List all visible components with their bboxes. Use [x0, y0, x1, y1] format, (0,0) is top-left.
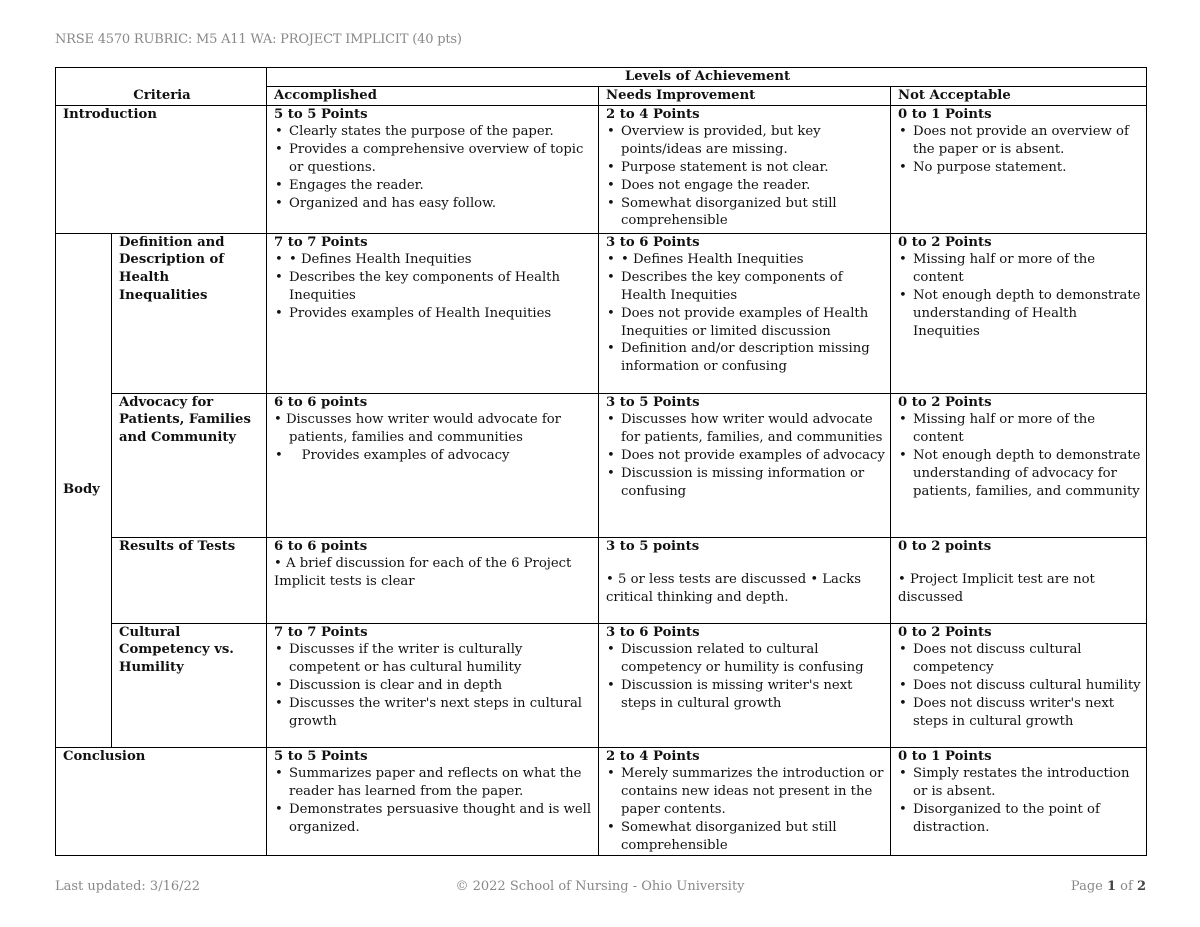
cell-advocacy-not-acceptable	[891, 393, 1147, 537]
criteria-list	[274, 765, 593, 836]
list-item: • Merely summarizes the introduction or contains new ideas not present in the paper contents.	[606, 765, 885, 818]
list-item: • Does not provide an overview of the paper or is absent.	[898, 123, 1141, 159]
cell-definition-not-acceptable	[891, 233, 1147, 393]
header-row-levels	[56, 68, 1147, 87]
points-label: 3 to 5 Points	[606, 394, 700, 410]
list-item: • Does not provide examples of Health Inequities or limited discussion	[606, 305, 885, 341]
list-item: • Overview is provided, but key points/ideas are missing.	[606, 123, 885, 159]
footer-copyright: © 2022 School of Nursing - Ohio University	[455, 879, 745, 894]
list-item: • Provides examples of Health Inequities	[274, 305, 593, 323]
points-label: 2 to 4 Points	[606, 748, 700, 764]
list-item: • Summarizes paper and reflects on what the reader has learned from the paper.	[274, 765, 593, 801]
list-item: • Disorganized to the point of distraction.	[898, 801, 1141, 837]
points-label: 5 to 5 Points	[274, 106, 368, 122]
list-item: • Not enough depth to demonstrate understanding of advocacy for patients, families, and community	[898, 447, 1141, 500]
criteria-list	[898, 251, 1141, 340]
results-text: • 5 or less tests are discussed • Lacks critical thinking and depth.	[606, 572, 862, 606]
points-label: 3 to 6 Points	[606, 234, 700, 250]
points-label: 3 to 5 points	[606, 538, 700, 554]
list-item: • Provides examples of advocacy	[274, 447, 593, 465]
points-label: 6 to 6 points	[274, 394, 368, 410]
row-introduction	[56, 105, 1147, 233]
criteria-list	[606, 641, 885, 712]
row-advocacy	[56, 393, 1147, 537]
spacer	[898, 555, 1141, 571]
criteria-header: Criteria	[56, 68, 267, 106]
cell-introduction-needs-improvement	[599, 105, 891, 233]
cell-results-accomplished	[267, 537, 599, 623]
criterion-introduction: Introduction	[56, 105, 267, 233]
criteria-list	[898, 765, 1141, 836]
criteria-list	[606, 251, 885, 376]
points-label: 0 to 2 Points	[898, 624, 992, 640]
points-label: 0 to 2 points	[898, 538, 992, 554]
points-label: 3 to 6 Points	[606, 624, 700, 640]
list-item: • Demonstrates persuasive thought and is well organized.	[274, 801, 593, 837]
points-label: 0 to 1 Points	[898, 748, 992, 764]
cell-conclusion-not-acceptable	[891, 747, 1147, 855]
list-item: • Purpose statement is not clear.	[606, 159, 885, 177]
list-item: • Does not provide examples of advocacy	[606, 447, 885, 465]
level-header-accomplished: Accomplished	[267, 86, 599, 105]
list-item: • Somewhat disorganized but still comprehensible	[606, 195, 885, 231]
points-label: 6 to 6 points	[274, 538, 368, 554]
criterion-definition: Definition and Description of Health Inequalities	[112, 233, 267, 393]
criteria-list	[274, 251, 593, 322]
criteria-list	[898, 123, 1141, 176]
criterion-results-of-tests: Results of Tests	[112, 537, 267, 623]
points-label: 0 to 2 Points	[898, 394, 992, 410]
criterion-cultural-competency: Cultural Competency vs. Humility	[112, 623, 267, 747]
list-item: • • Defines Health Inequities	[606, 251, 885, 269]
list-item: • Clearly states the purpose of the paper.	[274, 123, 593, 141]
list-item: • Discussion is missing writer's next steps in cultural growth	[606, 677, 885, 713]
cell-definition-needs-improvement	[599, 233, 891, 393]
cell-conclusion-accomplished	[267, 747, 599, 855]
list-item: • Not enough depth to demonstrate understanding of Health Inequities	[898, 287, 1141, 340]
list-item: • Engages the reader.	[274, 177, 593, 195]
cell-results-needs-improvement	[599, 537, 891, 623]
list-item: • Discusses how writer would advocate for patients, families, and communities	[606, 411, 885, 447]
list-item: • Organized and has easy follow.	[274, 195, 593, 213]
list-item: • Missing half or more of the content	[898, 251, 1141, 287]
list-item: • Discussion is missing information or confusing	[606, 465, 885, 501]
criteria-list	[274, 641, 593, 730]
list-item: • Describes the key components of Health Inequities	[606, 269, 885, 305]
level-header-not-acceptable: Not Acceptable	[891, 86, 1147, 105]
criteria-list	[606, 123, 885, 230]
list-item: • Discussion related to cultural competency or humility is confusing	[606, 641, 885, 677]
criterion-advocacy: Advocacy for Patients, Families and Community	[112, 393, 267, 537]
row-cultural-competency	[56, 623, 1147, 747]
footer-page-number	[1071, 879, 1146, 894]
cell-cultural-needs-improvement	[599, 623, 891, 747]
page-total: 2	[1136, 879, 1146, 894]
cell-results-not-acceptable	[891, 537, 1147, 623]
criteria-list	[606, 765, 885, 854]
points-label: 0 to 2 Points	[898, 234, 992, 250]
criterion-conclusion: Conclusion	[56, 747, 267, 855]
page-prefix: Page	[1070, 879, 1103, 894]
page-current: 1	[1106, 879, 1117, 894]
list-item: • Describes the key components of Health Inequities	[274, 269, 593, 305]
list-item: • Does not engage the reader.	[606, 177, 885, 195]
results-text: • A brief discussion for each of the 6 Project Implicit tests is clear	[274, 556, 572, 590]
list-item: • Discusses the writer's next steps in cultural growth	[274, 695, 593, 731]
criteria-list	[898, 641, 1141, 730]
list-item: • Does not discuss writer's next steps in cultural growth	[898, 695, 1141, 731]
cell-conclusion-needs-improvement	[599, 747, 891, 855]
list-item: • • Defines Health Inequities	[274, 251, 593, 269]
advocacy-line-1-continued: patients, families and communities	[289, 430, 523, 446]
cell-introduction-accomplished	[267, 105, 599, 233]
points-label: 5 to 5 Points	[274, 748, 368, 764]
row-results-of-tests	[56, 537, 1147, 623]
list-item: • No purpose statement.	[898, 159, 1141, 177]
cell-introduction-not-acceptable	[891, 105, 1147, 233]
row-definition	[56, 233, 1147, 393]
list-item: • Discusses if the writer is culturally competent or has cultural humility	[274, 641, 593, 677]
levels-header: Levels of Achievement	[267, 68, 1147, 87]
list-item: • Missing half or more of the content	[898, 411, 1141, 447]
criteria-list	[606, 411, 885, 500]
list-item: • Simply restates the introduction or is absent.	[898, 765, 1141, 801]
cell-advocacy-needs-improvement	[599, 393, 891, 537]
points-label: 2 to 4 Points	[606, 106, 700, 122]
list-item: • Does not discuss cultural humility	[898, 677, 1141, 695]
cell-advocacy-accomplished	[267, 393, 599, 537]
list-item: • Definition and/or description missing information or confusing	[606, 340, 885, 376]
criteria-list	[898, 411, 1141, 500]
rubric-table	[55, 67, 1147, 856]
cell-cultural-accomplished	[267, 623, 599, 747]
results-text: • Project Implicit test are not discussed	[898, 572, 1095, 606]
points-label: 7 to 7 Points	[274, 234, 368, 250]
criteria-list	[274, 123, 593, 212]
list-item: • Discussion is clear and in depth	[274, 677, 593, 695]
criteria-list	[274, 447, 593, 465]
list-item: • Somewhat disorganized but still comprehensible	[606, 819, 885, 855]
row-conclusion	[56, 747, 1147, 855]
cell-definition-accomplished	[267, 233, 599, 393]
cell-cultural-not-acceptable	[891, 623, 1147, 747]
list-item: • Does not discuss cultural competency	[898, 641, 1141, 677]
body-section-label: Body	[56, 233, 112, 747]
footer-last-updated: Last updated: 3/16/22	[55, 879, 201, 894]
list-item: • Provides a comprehensive overview of topic or questions.	[274, 141, 593, 177]
level-header-needs-improvement: Needs Improvement	[599, 86, 891, 105]
page-of: of	[1120, 879, 1133, 894]
advocacy-line-1: • Discusses how writer would advocate for	[274, 412, 561, 428]
points-label: 7 to 7 Points	[274, 624, 368, 640]
points-label: 0 to 1 Points	[898, 106, 992, 122]
document-header: NRSE 4570 RUBRIC: M5 A11 WA: PROJECT IMPLICIT (40 pts)	[55, 32, 462, 47]
spacer	[606, 555, 885, 571]
